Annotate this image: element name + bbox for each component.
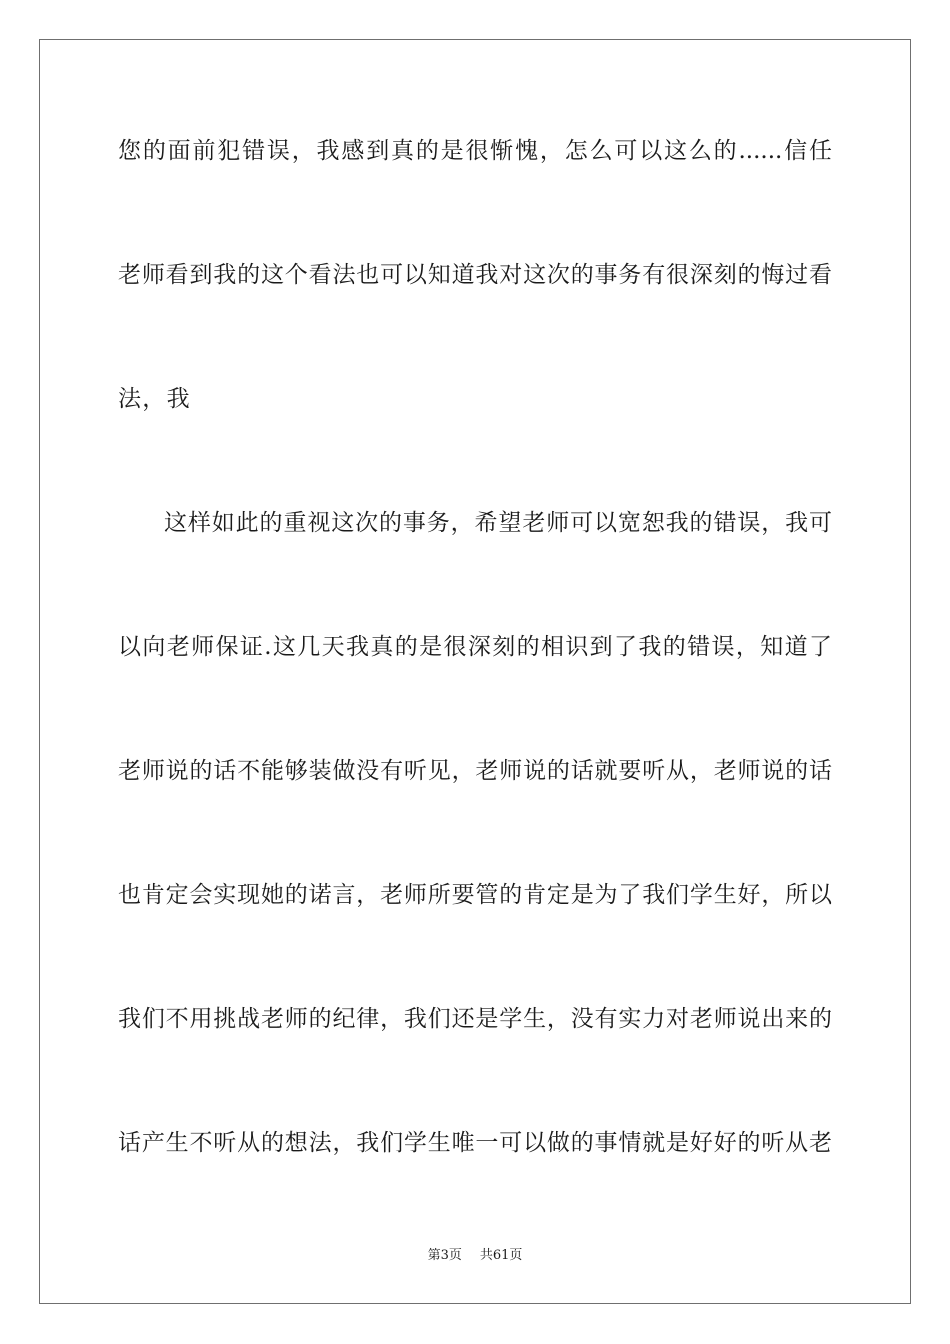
body-text-line-7: 也肯定会实现她的诺言，老师所要管的肯定是为了我们学生好，所以 — [118, 882, 832, 908]
body-text-line-3: 法，我 — [118, 386, 191, 412]
body-text-line-8: 我们不用挑战老师的纪律，我们还是学生，没有实力对老师说出来的 — [118, 1006, 832, 1032]
page-border — [39, 39, 911, 1304]
total-pages: 共61页 — [479, 1248, 523, 1263]
body-text-line-1: 您的面前犯错误，我感到真的是很惭愧，怎么可以这么的......信任 — [118, 138, 832, 164]
body-text-line-2: 老师看到我的这个看法也可以知道我对这次的事务有很深刻的悔过看 — [118, 262, 832, 288]
body-text-line-6: 老师说的话不能够装做没有听见，老师说的话就要听从，老师说的话 — [118, 758, 832, 784]
page-number: 第3页 — [427, 1248, 462, 1263]
body-text-line-4-paragraph-start: 这样如此的重视这次的事务，希望老师可以宽恕我的错误，我可 — [164, 510, 832, 536]
body-text-line-5: 以向老师保证.这几天我真的是很深刻的相识到了我的错误，知道了 — [118, 634, 832, 660]
page-footer — [0, 1247, 950, 1265]
body-text-line-9: 话产生不听从的想法，我们学生唯一可以做的事情就是好好的听从老 — [118, 1130, 832, 1156]
